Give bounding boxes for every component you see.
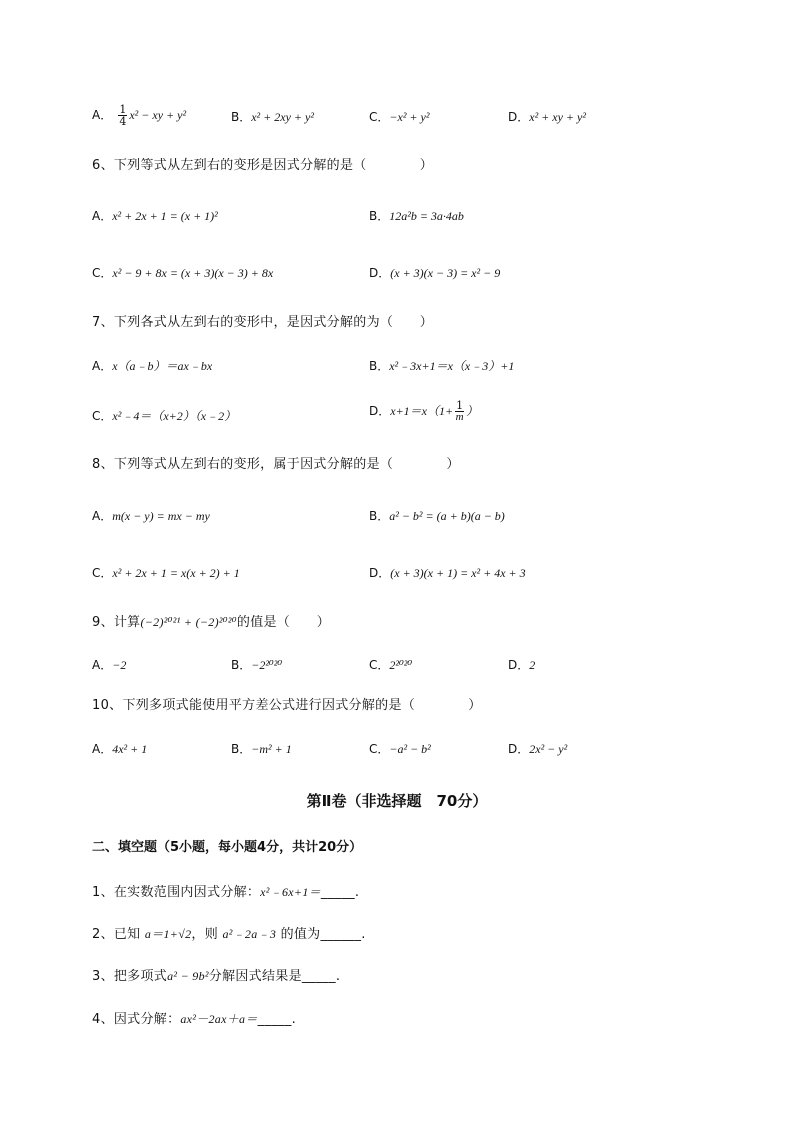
option-math: x² + 2x + 1 = (x + 1)²: [112, 209, 218, 223]
q9-option-a: [92, 657, 126, 674]
q8-option-b: [369, 508, 505, 525]
option-math: 2x² − y²: [529, 742, 568, 756]
option-math: (x + 3)(x + 1) = x² + 4x + 3: [390, 566, 526, 580]
q7-option-b: [369, 358, 514, 375]
q5-option-d: [508, 109, 586, 126]
option-label: A．: [92, 658, 113, 672]
question-7-stem: 7、下列各式从左到右的变形中，是因式分解的为（ ）: [92, 315, 434, 330]
stem-math: ax²－2ax＋a＝: [180, 1012, 258, 1026]
q9-option-d: [508, 657, 535, 674]
option-math: x²﹣3x+1＝x（x﹣3）+1: [389, 359, 515, 373]
q10-option-b: [231, 741, 292, 758]
q9-option-c: [369, 657, 412, 674]
option-label: D．: [369, 566, 391, 580]
option-math: x² + xy + y²: [529, 110, 586, 124]
q5-option-c: [369, 109, 429, 126]
fill-question-4: [92, 1011, 296, 1028]
answer-blank: _____.: [320, 885, 360, 900]
option-label: D．: [369, 266, 391, 280]
q6-option-a: [92, 208, 218, 225]
option-math: x² + 2xy + y²: [251, 110, 314, 124]
option-label: D．: [369, 404, 391, 418]
option-math: −m² + 1: [251, 742, 292, 756]
question-8-stem: 8、下列等式从左到右的变形，属于因式分解的是（ ）: [92, 457, 460, 472]
answer-blank: 的值为______.: [276, 927, 366, 942]
option-math: ）: [466, 404, 479, 418]
answer-blank: 分解因式结果是_____.: [208, 969, 341, 984]
fill-question-3: [92, 968, 340, 985]
option-label: B．: [231, 658, 252, 672]
stem-text: 9、计算: [92, 615, 141, 630]
q6-option-c: [92, 265, 273, 282]
question-6-stem: 6、下列等式从左到右的变形是因式分解的是（ ）: [92, 158, 434, 173]
answer-blank: _____.: [257, 1012, 297, 1027]
stem-text: 4、因式分解：: [92, 1012, 181, 1027]
option-label: B．: [369, 209, 390, 223]
option-label: A．: [92, 742, 113, 756]
q9-option-b: [231, 657, 282, 674]
q5-option-b: [231, 109, 314, 126]
stem-text: ，则: [191, 927, 223, 942]
option-math: 12a²b = 3a·4ab: [389, 209, 464, 223]
option-math: x² − 9 + 8x = (x + 3)(x − 3) + 8x: [112, 266, 274, 280]
stem-math: (−2)²⁰²¹ + (−2)²⁰²⁰: [140, 615, 237, 629]
q10-option-c: [369, 741, 431, 758]
stem-math: a² − 9b²: [167, 969, 209, 983]
part-2-title: 第Ⅱ卷（非选择题 70分）: [306, 792, 488, 810]
option-label: D．: [508, 658, 530, 672]
numerator: 1: [119, 103, 127, 116]
q8-option-a: [92, 508, 210, 525]
stem-text: 1、在实数范围内因式分解：: [92, 885, 261, 900]
option-math: 4x² + 1: [112, 742, 148, 756]
section-2-header: 二、填空题（5小题，每小题4分，共计20分）: [92, 840, 363, 855]
fill-question-2: [92, 926, 366, 943]
question-9-stem: [92, 614, 330, 631]
stem-text: 3、把多项式: [92, 969, 168, 984]
option-label: B．: [231, 110, 252, 124]
q7-option-c: [92, 408, 236, 425]
option-math: −a² − b²: [389, 742, 431, 756]
option-label: C．: [369, 658, 390, 672]
option-math: (x + 3)(x − 3) = x² − 9: [390, 266, 501, 280]
fraction: [455, 400, 464, 423]
stem-math: a＝1+√2: [144, 927, 192, 941]
option-label: D．: [508, 110, 530, 124]
q7-option-d: [369, 400, 478, 423]
q10-option-a: [92, 741, 147, 758]
question-10-stem: 10、下列多项式能使用平方差公式进行因式分解的是（ ）: [92, 698, 482, 713]
option-label: A．: [92, 509, 113, 523]
numerator: 1: [456, 399, 464, 412]
option-label: A．: [92, 108, 113, 122]
stem-math: a²﹣2a﹣3: [222, 927, 277, 941]
option-label: A．: [92, 209, 113, 223]
option-label: C．: [92, 266, 113, 280]
option-math: −2²⁰²⁰: [251, 658, 283, 672]
option-label: A．: [92, 359, 113, 373]
option-label: C．: [369, 742, 390, 756]
option-math: x（a﹣b）＝ax﹣bx: [112, 359, 213, 373]
stem-text: 2、已知: [92, 927, 145, 942]
q10-option-d: [508, 741, 567, 758]
option-math: −2: [112, 658, 127, 672]
option-math: a² − b² = (a + b)(a − b): [389, 509, 505, 523]
denominator: m: [455, 411, 464, 423]
stem-text: 的值是（ ）: [236, 615, 330, 630]
option-math: x² + 2x + 1 = x(x + 2) + 1: [112, 566, 240, 580]
option-label: C．: [92, 409, 113, 423]
stem-math: x²﹣6x+1＝: [260, 885, 321, 899]
option-math: m(x − y) = mx − my: [112, 509, 210, 523]
option-label: B．: [369, 509, 390, 523]
option-label: D．: [508, 742, 530, 756]
fraction: [118, 104, 127, 127]
option-math: x+1＝x（1+: [390, 404, 454, 418]
q8-option-c: [92, 565, 240, 582]
option-label: C．: [92, 566, 113, 580]
option-label: B．: [369, 359, 390, 373]
denominator: 4: [119, 115, 127, 128]
option-math: x²﹣4＝（x+2）（x﹣2）: [112, 409, 237, 423]
q5-option-a: [92, 104, 186, 127]
q8-option-d: [369, 565, 526, 582]
option-math: 2²⁰²⁰: [389, 658, 413, 672]
option-math: 2: [529, 658, 536, 672]
q6-option-b: [369, 208, 464, 225]
option-math: x² − xy + y²: [129, 108, 187, 122]
q6-option-d: [369, 265, 500, 282]
option-math: −x² + y²: [389, 110, 430, 124]
option-label: C．: [369, 110, 390, 124]
fill-question-1: [92, 884, 359, 901]
option-label: B．: [231, 742, 252, 756]
q7-option-a: [92, 358, 212, 375]
